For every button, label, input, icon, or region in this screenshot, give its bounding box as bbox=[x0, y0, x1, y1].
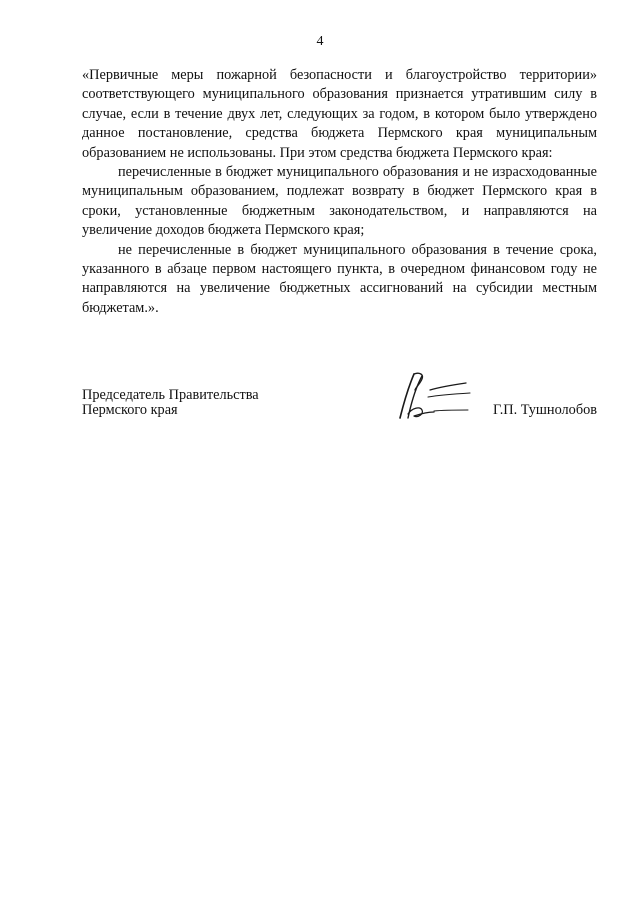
handwritten-signature-icon bbox=[378, 370, 474, 422]
signer-title-line-1: Председатель Правительства bbox=[82, 387, 259, 403]
document-body bbox=[82, 66, 597, 318]
signer-name: Г.П. Тушнолобов bbox=[493, 402, 597, 418]
signer-title-line-2: Пермского края bbox=[82, 402, 178, 418]
signer-title bbox=[82, 388, 259, 418]
paragraph-transferred-funds: перечисленные в бюджет муниципального образования и не израсходованные муниципальным образованием, подлежат возврату в бюджет Пермского края в сроки, установленные бюджетным законодательством, и направляются на увеличение доходов бюджета Пермского края; bbox=[82, 164, 597, 239]
signature-block bbox=[82, 388, 597, 438]
paragraph-untransferred-funds: не перечисленные в бюджет муниципального образования в течение срока, указанного в абзаце первом настоящего пункта, в очередном финансовом году не направляются на увеличение бюджетных ассигнований на субсидии местным бюджетам.». bbox=[82, 241, 597, 316]
page-number: 4 bbox=[316, 34, 324, 49]
paragraph-expiry-clause: «Первичные меры пожарной безопасности и благоустройство территории» соответствующего муниципального образования признается утратившим силу в случае, если в течение двух лет, следующих за годом, в котором было утверждено данное постановление, средства бюджета Пермского края муниципальным образованием не использованы. При этом средства бюджета Пермского края: bbox=[82, 67, 597, 161]
